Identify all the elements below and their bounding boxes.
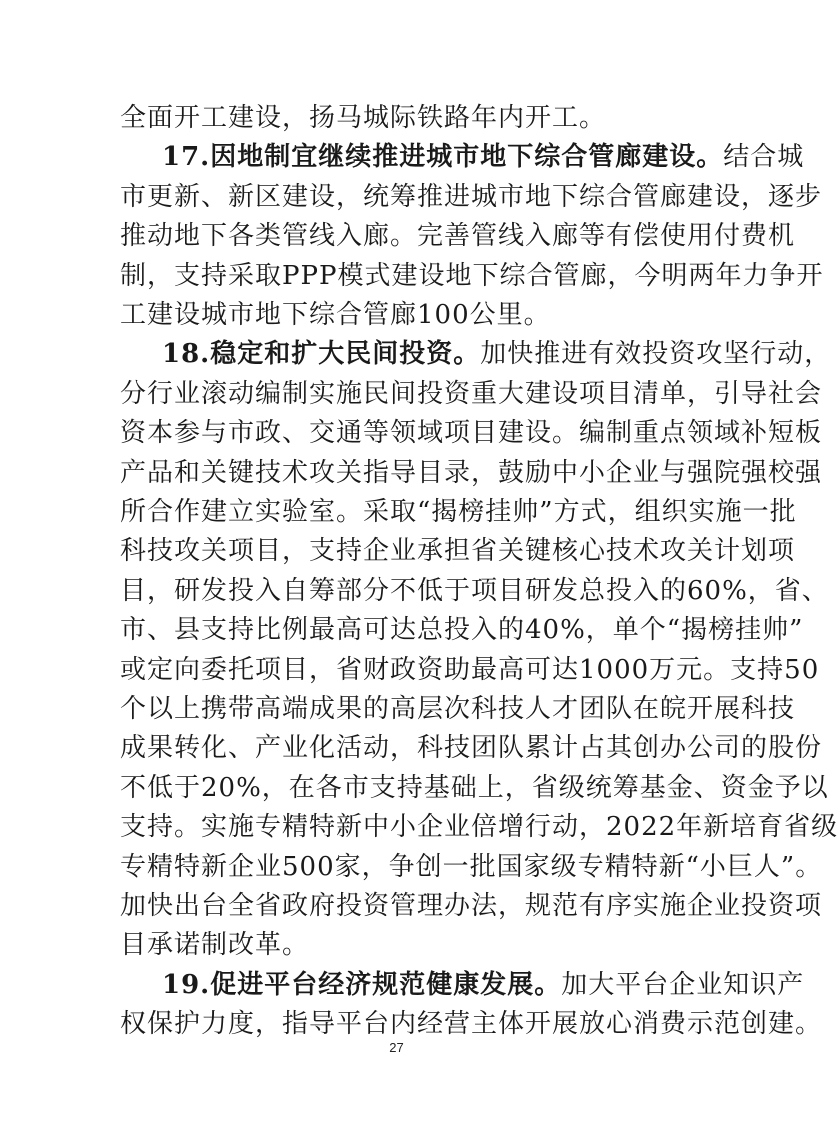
paragraph-line — [120, 809, 838, 845]
paragraph-line — [120, 100, 680, 136]
paragraph-line — [120, 297, 680, 333]
paragraph-line — [120, 652, 820, 688]
line-text: 结合城 — [723, 142, 805, 172]
paragraph-line — [162, 967, 805, 1003]
paragraph-line — [120, 573, 829, 609]
line-text: 支持。实施专精特新中小企业倍增行动，2022年新培育省级 — [120, 812, 838, 842]
line-text: 工建设城市地下综合管廊100公里。 — [120, 300, 551, 330]
paragraph-line — [120, 770, 829, 806]
line-text: 权保护力度，指导平台内经营主体开展放心消费示范创建。 — [120, 1009, 823, 1039]
line-text: 加快出台全省政府投资管理办法，规范有序实施企业投资项 — [120, 891, 823, 921]
paragraph-line — [120, 927, 680, 963]
line-text: 资本参与市政、交通等领域项目建设。编制重点领域补短板 — [120, 418, 823, 448]
paragraph-line — [120, 415, 823, 451]
line-text: 市更新、新区建设，统筹推进城市地下综合管廊建设，逐步 — [120, 182, 823, 212]
line-text: 个以上携带高端成果的高层次科技人才团队在皖开展科技 — [120, 694, 796, 724]
paragraph-line — [162, 336, 832, 372]
paragraph-line — [120, 849, 823, 885]
paragraph-line — [120, 258, 824, 294]
line-text: 不低于20%，在各市支持基础上，省级统筹基金、资金予以 — [120, 773, 829, 803]
line-text: 目，研发投入自筹部分不低于项目研发总投入的60%，省、 — [120, 576, 829, 606]
paragraph-line — [120, 612, 804, 648]
line-text: 科技攻关项目，支持企业承担省关键核心技术攻关计划项 — [120, 536, 796, 566]
line-text: 目承诺制改革。 — [120, 930, 310, 960]
paragraph-line — [120, 730, 823, 766]
line-text: 分行业滚动编制实施民间投资重大建设项目清单，引导社会 — [120, 379, 823, 409]
line-text: 专精特新企业500家，争创一批国家级专精特新“小巨人”。 — [120, 852, 823, 882]
paragraph-line — [120, 1006, 823, 1042]
paragraph-line — [120, 533, 796, 569]
line-text: 所合作建立实验室。采取“揭榜挂帅”方式，组织实施一批 — [120, 497, 797, 527]
paragraph-line — [120, 376, 823, 412]
paragraph-line — [120, 888, 823, 924]
paragraph-line — [120, 494, 797, 530]
page-number: 27 — [389, 1040, 404, 1055]
section-heading-18: 18.稳定和扩大民间投资。 — [162, 339, 481, 369]
section-heading-17: 17.因地制宜继续推进城市地下综合管廊建设。 — [162, 142, 724, 172]
paragraph-line — [120, 691, 796, 727]
line-text: 或定向委托项目，省财政资助最高可达1000万元。支持50 — [120, 655, 820, 685]
line-text: 制，支持采取PPP模式建设地下综合管廊，今明两年力争开 — [120, 261, 824, 291]
paragraph-line — [120, 218, 796, 254]
paragraph-line — [162, 139, 805, 175]
paragraph-line — [120, 455, 823, 491]
line-text: 加快推进有效投资攻坚行动， — [480, 339, 832, 369]
line-text: 成果转化、产业化活动，科技团队累计占其创办公司的股份 — [120, 733, 823, 763]
line-text: 全面开工建设，扬马城际铁路年内开工。 — [120, 103, 607, 133]
line-text: 市、县支持比例最高可达总投入的40%，单个“揭榜挂帅” — [120, 615, 804, 645]
paragraph-line — [120, 179, 823, 215]
line-text: 推动地下各类管线入廊。完善管线入廊等有偿使用付费机 — [120, 221, 796, 251]
line-text: 加大平台企业知识产 — [561, 970, 805, 1000]
line-text: 产品和关键技术攻关指导目录，鼓励中小企业与强院强校强 — [120, 458, 823, 488]
section-heading-19: 19.促进平台经济规范健康发展。 — [162, 970, 562, 1000]
